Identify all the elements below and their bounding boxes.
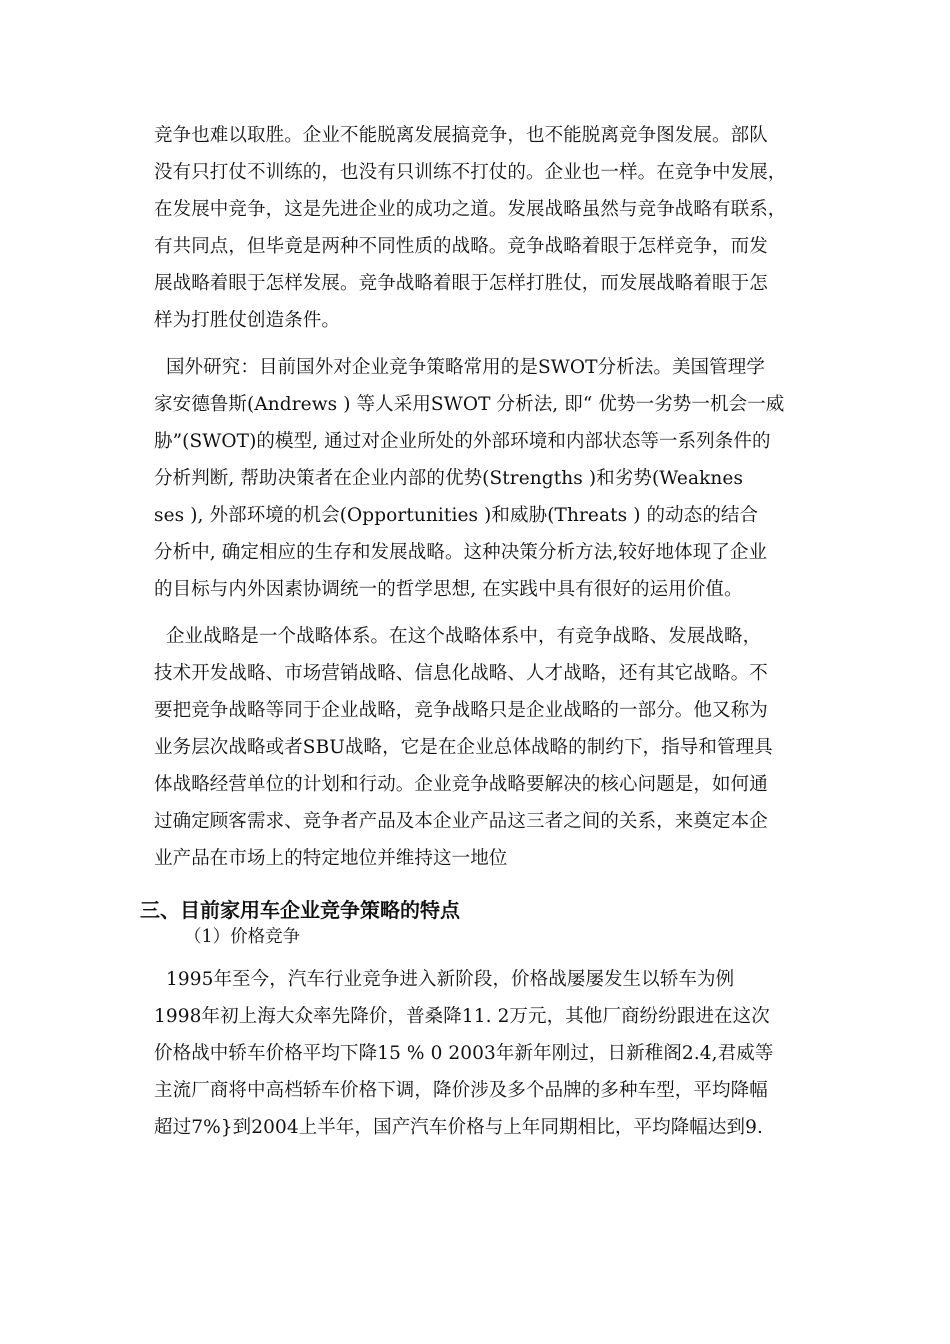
- subsection-heading: （1）价格竞争: [184, 927, 301, 947]
- paragraph1-line: 有共同点，但毕竟是两种不同性质的战略。竞争战略着眼于怎样竞争，而发: [154, 236, 768, 257]
- paragraph3-line: 业务层次战略或者SBU战略，它是在企业总体战略的制约下，指导和管理具: [154, 737, 773, 758]
- paragraph2-line: 胁”(SWOT)的模型, 通过对企业所处的外部环境和内部状态等一系列条件的: [154, 431, 771, 452]
- paragraph2-line: 家安德鲁斯(Andrews ) 等人采用SWOT 分析法, 即“ 优势一劣势一机会一威: [154, 394, 785, 415]
- paragraph4-line: 主流厂商将中高档轿车价格下调，降价涉及多个品牌的多种车型，平均降幅: [154, 1080, 768, 1101]
- paragraph2-line: ses ), 外部环境的机会(Opportunities )和威胁(Threats ) 的动态的结合: [154, 505, 759, 526]
- paragraph3-line: 过确定顾客需求、竞争者产品及本企业产品这三者之间的关系，来奠定本企: [154, 811, 768, 832]
- paragraph2-line: 分析中, 确定相应的生存和发展战略。这种决策分析方法,较好地体现了企业: [154, 542, 768, 563]
- paragraph4-line: 价格战中轿车价格平均下降15 % 0 2003年新年刚过，日新稚阁2.4,君威等: [154, 1043, 774, 1064]
- paragraph2-line: 国外研究：目前国外对企业竞争策略常用的是SWOT分析法。美国管理学: [154, 357, 765, 378]
- paragraph3-line: 企业战略是一个战略体系。在这个战略体系中，有竞争战略、发展战略，: [154, 626, 762, 647]
- paragraph1-line: 展战略着眼于怎样发展。竞争战略着眼于怎样打胜仗，而发展战略着眼于怎: [154, 273, 768, 294]
- paragraph1-line: 在发展中竞争，这是先进企业的成功之道。发展战略虽然与竞争战略有联系，: [154, 199, 787, 220]
- paragraph3-line: 要把竞争战略等同于企业战略，竞争战略只是企业战略的一部分。他又称为: [154, 700, 768, 721]
- paragraph4-line: 1995年至今，汽车行业竞争进入新阶段，价格战屡屡发生以轿车为例: [154, 969, 735, 990]
- paragraph3-line: 业产品在市场上的特定地位并维持这一地位: [154, 848, 508, 869]
- paragraph2-line: 的目标与内外因素协调统一的哲学思想, 在实践中具有很好的运用价值。: [154, 579, 743, 600]
- paragraph2-line: 分析判断, 帮助决策者在企业内部的优势(Strengths )和劣势(Weaknes: [154, 468, 744, 489]
- section-heading: 三、目前家用车企业竞争策略的特点: [140, 898, 460, 922]
- paragraph3-line: 体战略经营单位的计划和行动。企业竞争战略要解决的核心问题是，如何通: [154, 774, 768, 795]
- paragraph1-line: 竞争也难以取胜。企业不能脱离发展搞竞争，也不能脱离竞争图发展。部队: [154, 125, 768, 146]
- paragraph4-line: 1998年初上海大众率先降价，普桑降11. 2万元，其他厂商纷纷跟进在这次: [154, 1006, 770, 1027]
- paragraph4-line: 超过7%}到2004上半年，国产汽车价格与上年同期相比，平均降幅达到9.: [154, 1117, 763, 1138]
- paragraph1-line: 没有只打仗不训练的，也没有只训练不打仗的。企业也一样。在竞争中发展，: [154, 162, 787, 183]
- paragraph3-line: 技术开发战略、市场营销战略、信息化战略、人才战略，还有其它战略。不: [154, 663, 768, 684]
- paragraph1-line: 样为打胜仗创造条件。: [154, 310, 341, 331]
